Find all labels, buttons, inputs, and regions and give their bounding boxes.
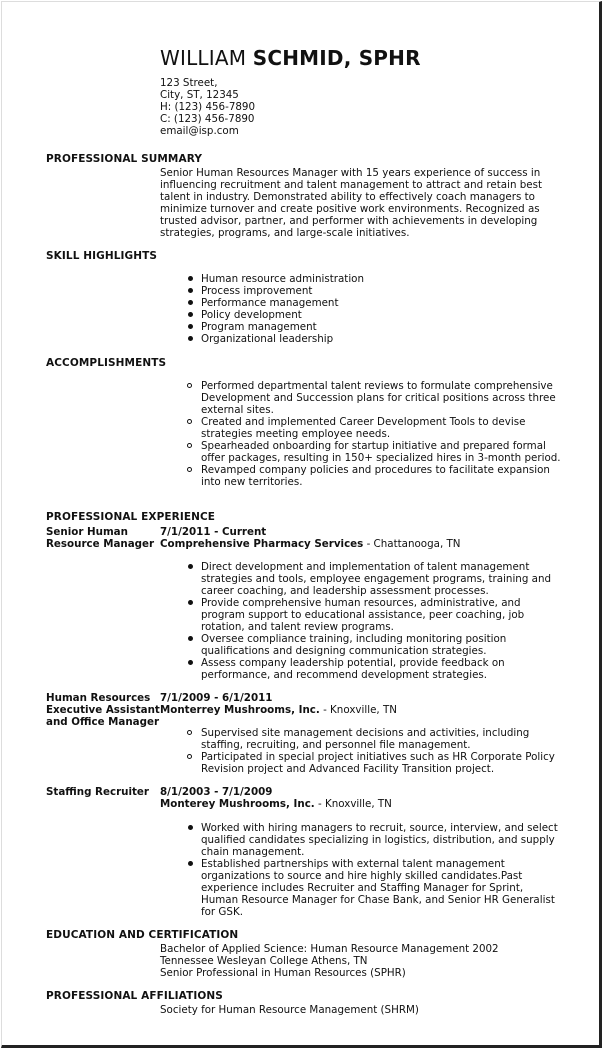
company-name: Monterrey Mushrooms, Inc. xyxy=(160,704,320,716)
list-item: Program management xyxy=(201,321,563,333)
list-item: Supervised site management decisions and activities, including staffing, recruiting, and personnel file management. xyxy=(201,727,563,751)
job-bullets xyxy=(201,727,563,775)
company-location: - Knoxville, TN xyxy=(319,704,397,716)
skills-heading: SKILL HIGHLIGHTS xyxy=(46,250,158,262)
list-item: Worked with hiring managers to recruit, source, interview, and select qualified candidates specializing in logistics, distribution, and supply chain management. xyxy=(201,822,563,858)
list-item: Spearheaded onboarding for startup initiative and prepared formal offer packages, resulting in 150+ specialized hires in 3-month period. xyxy=(201,440,563,464)
resume-page xyxy=(1,1,602,1048)
job-title: Staffing Recruiter xyxy=(46,786,149,798)
job-company-line xyxy=(160,798,392,810)
school-line: Tennessee Wesleyan College Athens, TN xyxy=(160,955,368,967)
list-item: Process improvement xyxy=(201,285,563,297)
list-item: Human resource administration xyxy=(201,273,563,285)
list-item: Performed departmental talent reviews to formulate comprehensive Development and Succession plans for critical positions across three external sites. xyxy=(201,380,563,416)
list-item: Participated in special project initiatives such as HR Corporate Policy Revision project and Advanced Facility Transition project. xyxy=(201,751,563,775)
job-bullets xyxy=(201,561,563,681)
skills-list xyxy=(201,273,563,345)
certification-line: Senior Professional in Human Resources (SPHR) xyxy=(160,967,406,979)
address-line: 123 Street, xyxy=(160,77,218,89)
contact-block xyxy=(160,77,255,137)
home-phone: H: (123) 456-7890 xyxy=(160,101,256,113)
company-name: Comprehensive Pharmacy Services xyxy=(160,538,364,550)
list-item: Organizational leadership xyxy=(201,333,563,345)
job-title: Senior Human Resource Manager xyxy=(46,526,155,550)
job-dates: 7/1/2011 - Current xyxy=(160,526,267,538)
list-item: Revamped company policies and procedures to facilitate expansion into new territories. xyxy=(201,464,563,488)
list-item: Performance management xyxy=(201,297,563,309)
list-item: Provide comprehensive human resources, administrative, and program support to educational assistance, peer coaching, job rotation, and talent review programs. xyxy=(201,597,563,633)
job-dates: 8/1/2003 - 7/1/2009 xyxy=(160,786,273,798)
list-item: Oversee compliance training, including monitoring position qualifications and designing communication strategies. xyxy=(201,633,563,657)
affiliation-line: Society for Human Resource Management (SHRM) xyxy=(160,1004,419,1016)
last-name: SCHMID, SPHR xyxy=(252,46,421,70)
job-bullets xyxy=(201,822,563,918)
candidate-name xyxy=(160,46,421,70)
summary-text: Senior Human Resources Manager with 15 years experience of success in influencing recruitment and talent management to attract and retain best talent in industry. Demonstrated ability to effectively coach managers to minimize turnover and create positive work environments. Recognized as trusted advisor, partner, and performer with achievements in developing strategies, programs, and large-scale initiatives. xyxy=(160,167,543,239)
first-name: WILLIAM xyxy=(160,46,247,70)
job-company-line xyxy=(160,538,460,550)
degree-line: Bachelor of Applied Science: Human Resource Management 2002 xyxy=(160,943,499,955)
company-name: Monterey Mushrooms, Inc. xyxy=(160,798,315,810)
list-item: Policy development xyxy=(201,309,563,321)
accomplishments-list xyxy=(201,380,563,488)
list-item: Direct development and implementation of talent management strategies and tools, employee engagement programs, training and career coaching, and leadership assessment processes. xyxy=(201,561,563,597)
education-heading: EDUCATION AND CERTIFICATION xyxy=(46,929,239,941)
list-item: Assess company leadership potential, provide feedback on performance, and recommend development strategies. xyxy=(201,657,563,681)
affiliations-heading: PROFESSIONAL AFFILIATIONS xyxy=(46,990,223,1002)
list-item: Established partnerships with external talent management organizations to source and hire highly skilled candidates.Past experience includes Recruiter and Staffing Manager for Sprint, Human Resource Manager for Chase Bank, and Senior HR Generalist for GSK. xyxy=(201,858,563,918)
job-dates: 7/1/2009 - 6/1/2011 xyxy=(160,692,273,704)
summary-heading: PROFESSIONAL SUMMARY xyxy=(46,153,203,165)
company-location: - Knoxville, TN xyxy=(314,798,392,810)
city-line: City, ST, 12345 xyxy=(160,89,239,101)
experience-heading: PROFESSIONAL EXPERIENCE xyxy=(46,511,216,523)
list-item: Created and implemented Career Development Tools to devise strategies meeting employee needs. xyxy=(201,416,563,440)
cell-phone: C: (123) 456-7890 xyxy=(160,113,255,125)
affiliations-block xyxy=(160,1004,419,1016)
email: email@isp.com xyxy=(160,125,239,137)
accomplishments-heading: ACCOMPLISHMENTS xyxy=(46,357,167,369)
job-company-line xyxy=(160,704,397,716)
education-block xyxy=(160,943,499,979)
company-location: - Chattanooga, TN xyxy=(363,538,461,550)
job-title: Human Resources Executive Assistant and Office Manager xyxy=(46,692,160,728)
